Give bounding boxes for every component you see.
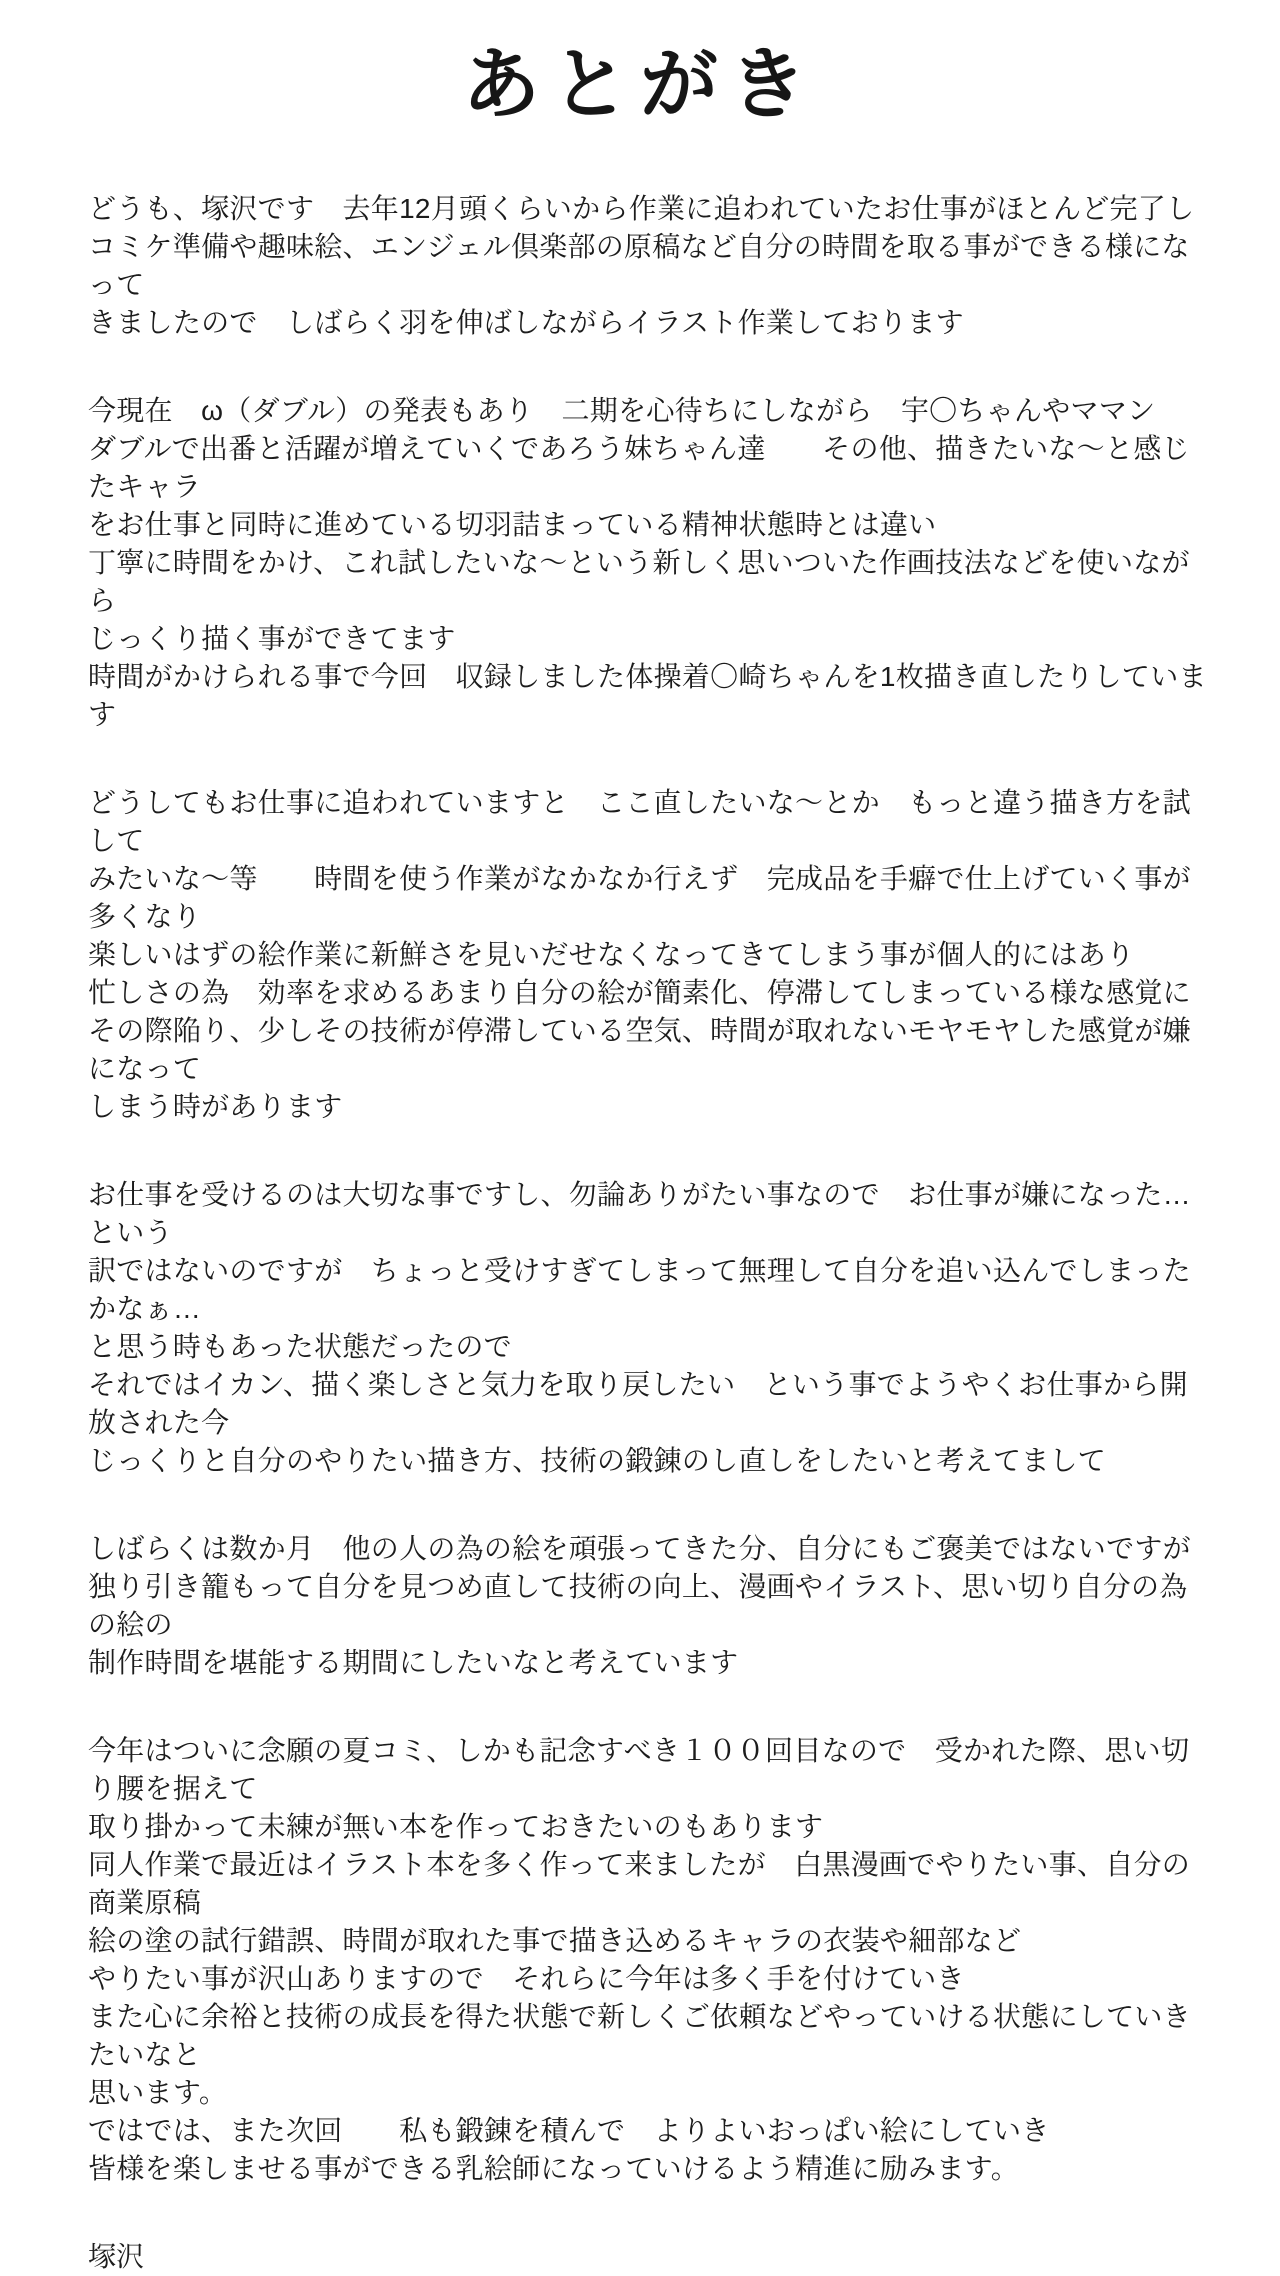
afterword-page [0, 39, 1280, 2272]
text-line: 今年はついに念願の夏コミ、しかも記念すべき１００回目なので 受かれた際、思い切り腰を据えて [88, 1734, 1190, 1804]
text-line: しまう時があります [88, 1090, 343, 1122]
paragraph-self-training [88, 1530, 1210, 1682]
text-line: どうしてもお仕事に追われていますと ここ直したいな～とか もっと違う描き方を試して [88, 786, 1191, 856]
paragraph-intro [88, 190, 1210, 342]
text-line: 楽しいはずの絵作業に新鮮さを見いだせなくなってきてしまう事が個人的にはあり [88, 938, 1135, 970]
text-line: また心に余裕と技術の成長を得た状態で新しくご依頼などやっていける状態にしていきたいなと [88, 2000, 1191, 2070]
text-line: じっくりと自分のやりたい描き方、技術の鍛錬のし直しをしたいと考えてまして [88, 1444, 1107, 1476]
text-line: をお仕事と同時に進めている切羽詰まっている精神状態時とは違い [88, 508, 937, 540]
text-line: 訳ではないのですが ちょっと受けすぎてしまって無理して自分を追い込んでしまったかなぁ… [88, 1254, 1191, 1324]
text-line: それではイカン、描く楽しさと気力を取り戻したい という事でようやくお仕事から開放された今 [88, 1368, 1188, 1438]
text-line: どうも、塚沢です 去年12月頭くらいから作業に追われていたお仕事がほとんど完了し [88, 192, 1195, 224]
paragraph-current-work [88, 392, 1210, 734]
afterword-body [0, 190, 1280, 2188]
text-line: と思う時もあった状態だったので [88, 1330, 512, 1362]
text-line: 思います。 [88, 2076, 228, 2108]
text-line: 皆様を楽しませる事ができる乳絵師になっていけるよう精進に励みます。 [88, 2152, 1020, 2184]
text-line: 時間がかけられる事で今回 収録しました体操着〇崎ちゃんを1枚描き直したりしています [88, 660, 1207, 730]
text-line: 同人作業で最近はイラスト本を多く作って来ましたが 白黒漫画でやりたい事、自分の商業原稿 [88, 1848, 1191, 1918]
paragraph-busy-feelings [88, 784, 1210, 1126]
paragraph-work-reflection [88, 1176, 1210, 1480]
text-line: ではでは、また次回 私も鍛錬を積んで よりよいおっぱい絵にしていき [88, 2114, 1050, 2146]
text-line: ダブルで出番と活躍が増えていくであろう妹ちゃん達 その他、描きたいな～と感じたキャラ [88, 432, 1190, 502]
text-line: その際陥り、少しその技術が停滞している空気、時間が取れないモヤモヤした感覚が嫌になって [88, 1014, 1191, 1084]
text-line: 取り掛かって未練が無い本を作っておきたいのもあります [88, 1810, 824, 1842]
text-line: じっくり描く事ができてます [88, 622, 456, 654]
text-line: 独り引き籠もって自分を見つめ直して技術の向上、漫画やイラスト、思い切り自分の為の絵の [88, 1570, 1188, 1640]
text-line: やりたい事が沢山ありますので それらに今年は多く手を付けていき [88, 1962, 965, 1994]
text-line: 丁寧に時間をかけ、これ試したいな～という新しく思いついた作画技法などを使いながら [88, 546, 1190, 616]
text-line: 忙しさの為 効率を求めるあまり自分の絵が簡素化、停滞してしまっている様な感覚に [88, 976, 1191, 1008]
page-title: あとがき [462, 39, 818, 130]
text-line: 制作時間を堪能する期間にしたいなと考えています [88, 1646, 739, 1678]
signature: 塚沢 [88, 2240, 145, 2272]
text-line: お仕事を受けるのは大切な事ですし、勿論ありがたい事なので お仕事が嫌になった…という [88, 1178, 1191, 1248]
paragraph-future-plans [88, 1732, 1210, 2188]
text-line: きましたので しばらく羽を伸ばしながらイラスト作業しております [88, 306, 964, 338]
text-line: みたいな～等 時間を使う作業がなかなか行えず 完成品を手癖で仕上げていく事が多くなり [88, 862, 1191, 932]
text-line: 今現在 ω（ダブル）の発表もあり 二期を心待ちにしながら 宇〇ちゃんやママン [88, 394, 1156, 426]
text-line: 絵の塗の試行錯誤、時間が取れた事で描き込めるキャラの衣装や細部など [88, 1924, 1022, 1956]
text-line: しばらくは数か月 他の人の為の絵を頑張ってきた分、自分にもご褒美ではないですが [88, 1532, 1191, 1564]
text-line: コミケ準備や趣味絵、エンジェル倶楽部の原稿など自分の時間を取る事ができる様になって [88, 230, 1190, 300]
